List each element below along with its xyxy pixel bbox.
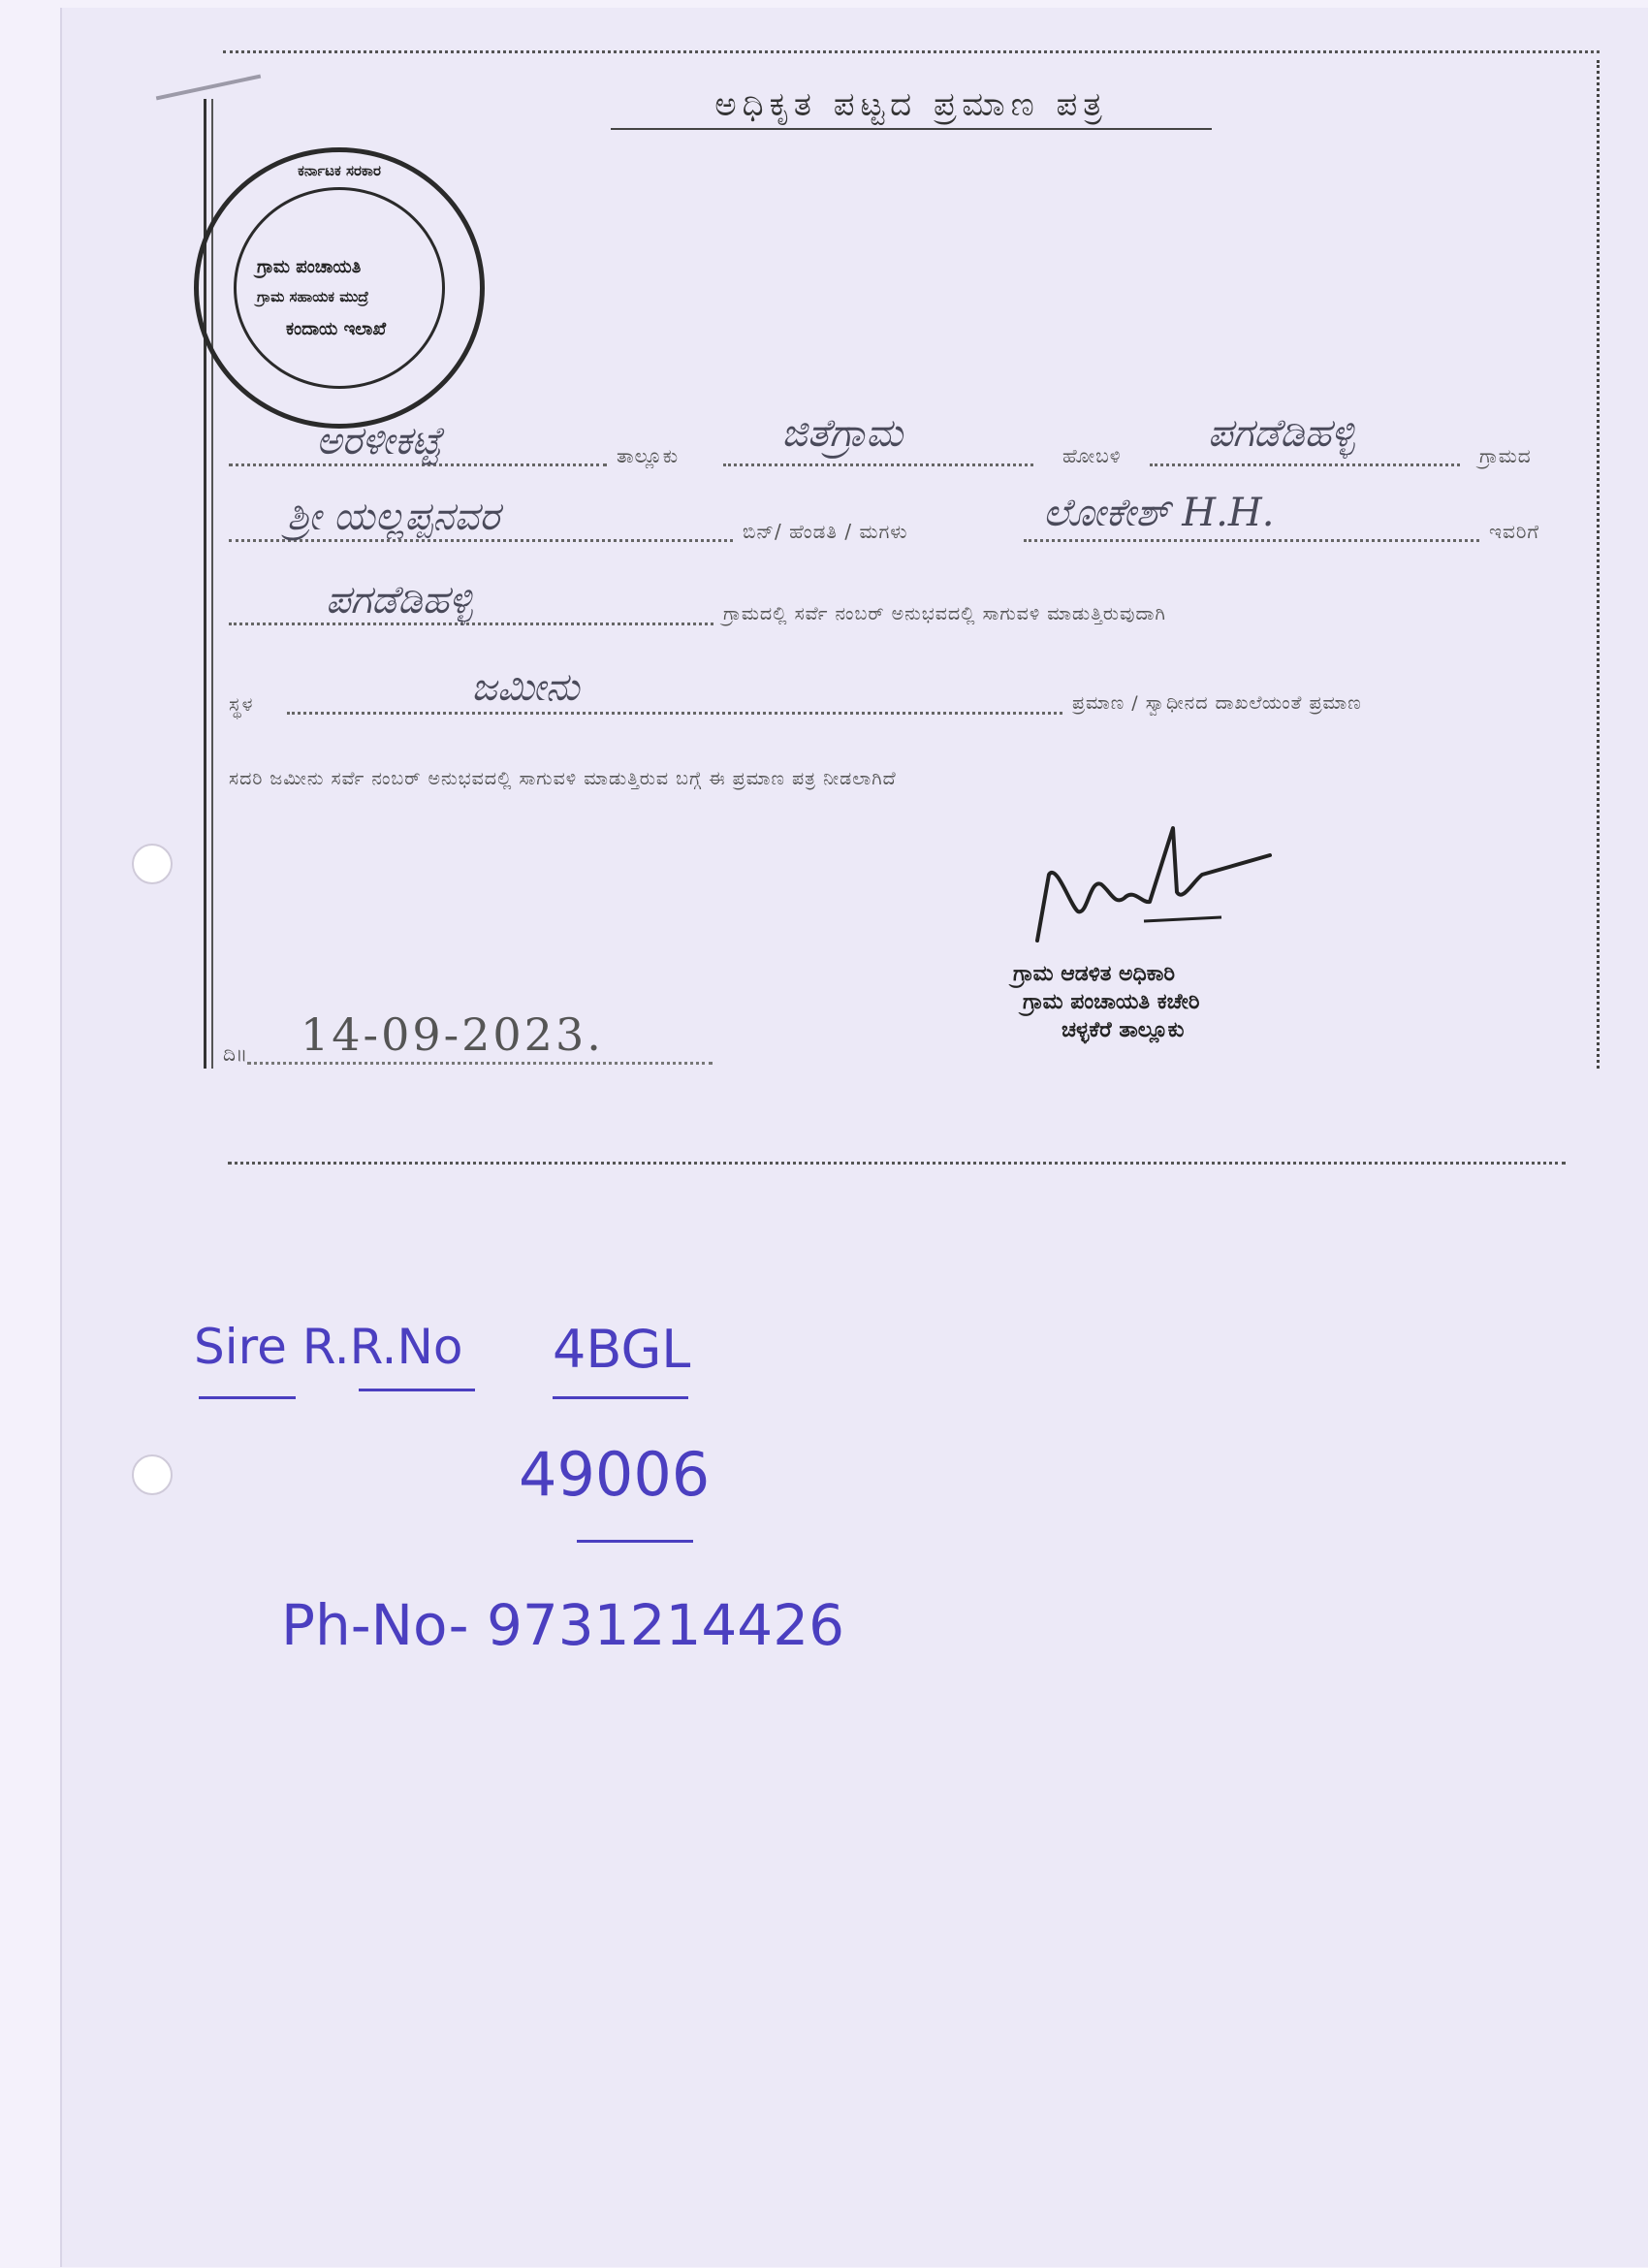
land-type-value: ಜಮೀನು (471, 665, 580, 710)
village-name: ಪಗಡೆಡಿಹಳ್ಳಿ (326, 578, 473, 623)
certificate-heading: ಅಧಿಕೃತ ಪಟ್ಟದ ಪ್ರಮಾಣ ಪತ್ರ (611, 85, 1212, 130)
frame-right-border (1597, 60, 1600, 1069)
seal-line: ಕಂದಾಯ ಇಲಾಖೆ (286, 319, 387, 339)
rr-number: 49006 (519, 1439, 711, 1510)
punch-hole-top (132, 844, 173, 884)
relation-name: ಲೋಕೇಶ್ H.H. (1043, 491, 1275, 535)
certificate-statement: ಸದರಿ ಜಮೀನು ಸರ್ವೆ ನಂಬರ್ ಅನುಭವದಲ್ಲಿ ಸಾಗುವಳಿ ಮಾಡುತ್ತಿರುವ ಬಗ್ಗೆ ಈ ಪ್ರಮಾಣ ಪತ್ರ ನೀಡಲಾಗಿದೆ (229, 768, 897, 789)
note-label-underline (359, 1389, 475, 1391)
note-label: Sire R.R.No (194, 1319, 463, 1375)
officer-line-2: ಗ್ರಾಮ ಪಂಚಾಯತಿ ಕಚೇರಿ (1023, 990, 1200, 1014)
extent-label: ಪ್ರಮಾಣ / ಸ್ವಾಧೀನದ ದಾಖಲೆಯಂತೆ ಪ್ರಮಾಣ (1072, 692, 1362, 714)
date-label: ದಿ॥ (223, 1042, 248, 1066)
rr-number-underline (577, 1540, 693, 1543)
village-value: ಪಗಡೆಡಿಹಳ್ಳಿ (1208, 411, 1355, 456)
punch-hole-bottom (132, 1454, 173, 1495)
seal-line: ಗ್ರಾಮ ಸಹಾಯಕ ಮುದ್ರೆ (257, 288, 369, 305)
village-label: ಗ್ರಾಮದ (1479, 444, 1532, 467)
form-row-1 (229, 411, 1586, 487)
form-row-4 (229, 667, 1586, 735)
place-label: ಸ್ಥಳ (229, 692, 254, 716)
hobli-label: ಹೋಬಳಿ (1062, 444, 1122, 467)
officer-designation (1013, 960, 1440, 1044)
hobli-value: ಜಿತೆಗ್ರಾಮ (781, 411, 903, 456)
form-row-2 (229, 491, 1586, 562)
form-row-5 (229, 749, 1586, 816)
taluk-value: ಅರಳೀಕಟ್ಟೆ (316, 419, 442, 463)
form-row-3 (229, 578, 1586, 646)
rr-code: 4BGL (553, 1319, 691, 1380)
seal-line: ಗ್ರಾಮ ಪಂಚಾಯತಿ (257, 257, 362, 277)
seal-ring-text: ಕರ್ನಾಟಕ ಸರಕಾರ (298, 162, 381, 179)
taluk-label: ತಾಲ್ಲೂಕು (617, 444, 680, 467)
holder-name: ಶ್ರೀ ಯಲ್ಲಪ್ಪನವರ (287, 495, 500, 539)
official-seal (194, 147, 485, 429)
survey-statement: ಗ್ರಾಮದಲ್ಲಿ ಸರ್ವೆ ನಂಬರ್ ಅನುಭವದಲ್ಲಿ ಸಾಗುವಳಿ ಮಾಡುತ್ತಿರುವುದಾಗಿ (723, 603, 1166, 624)
officer-line-1: ಗ್ರಾಮ ಆಡಳಿತ ಅಧಿಕಾರಿ (1013, 962, 1176, 986)
rr-code-underline (553, 1396, 688, 1399)
relation-label: ಬಿನ್/ ಹೆಂಡತಿ / ಮಗಳು (743, 520, 908, 543)
officer-signature (1028, 824, 1280, 950)
frame-top-border (223, 50, 1600, 53)
recipient-label: ಇವರಿಗೆ (1489, 520, 1540, 543)
certificate-date: 14-09-2023. (301, 1008, 604, 1061)
form-separator (228, 1162, 1566, 1165)
officer-line-3: ಚಳ್ಳಕೆರೆ ತಾಲ್ಲೂಕು (1062, 1018, 1185, 1042)
phone-number: Ph-No- 9731214426 (281, 1592, 844, 1658)
note-label-underline (199, 1396, 296, 1399)
